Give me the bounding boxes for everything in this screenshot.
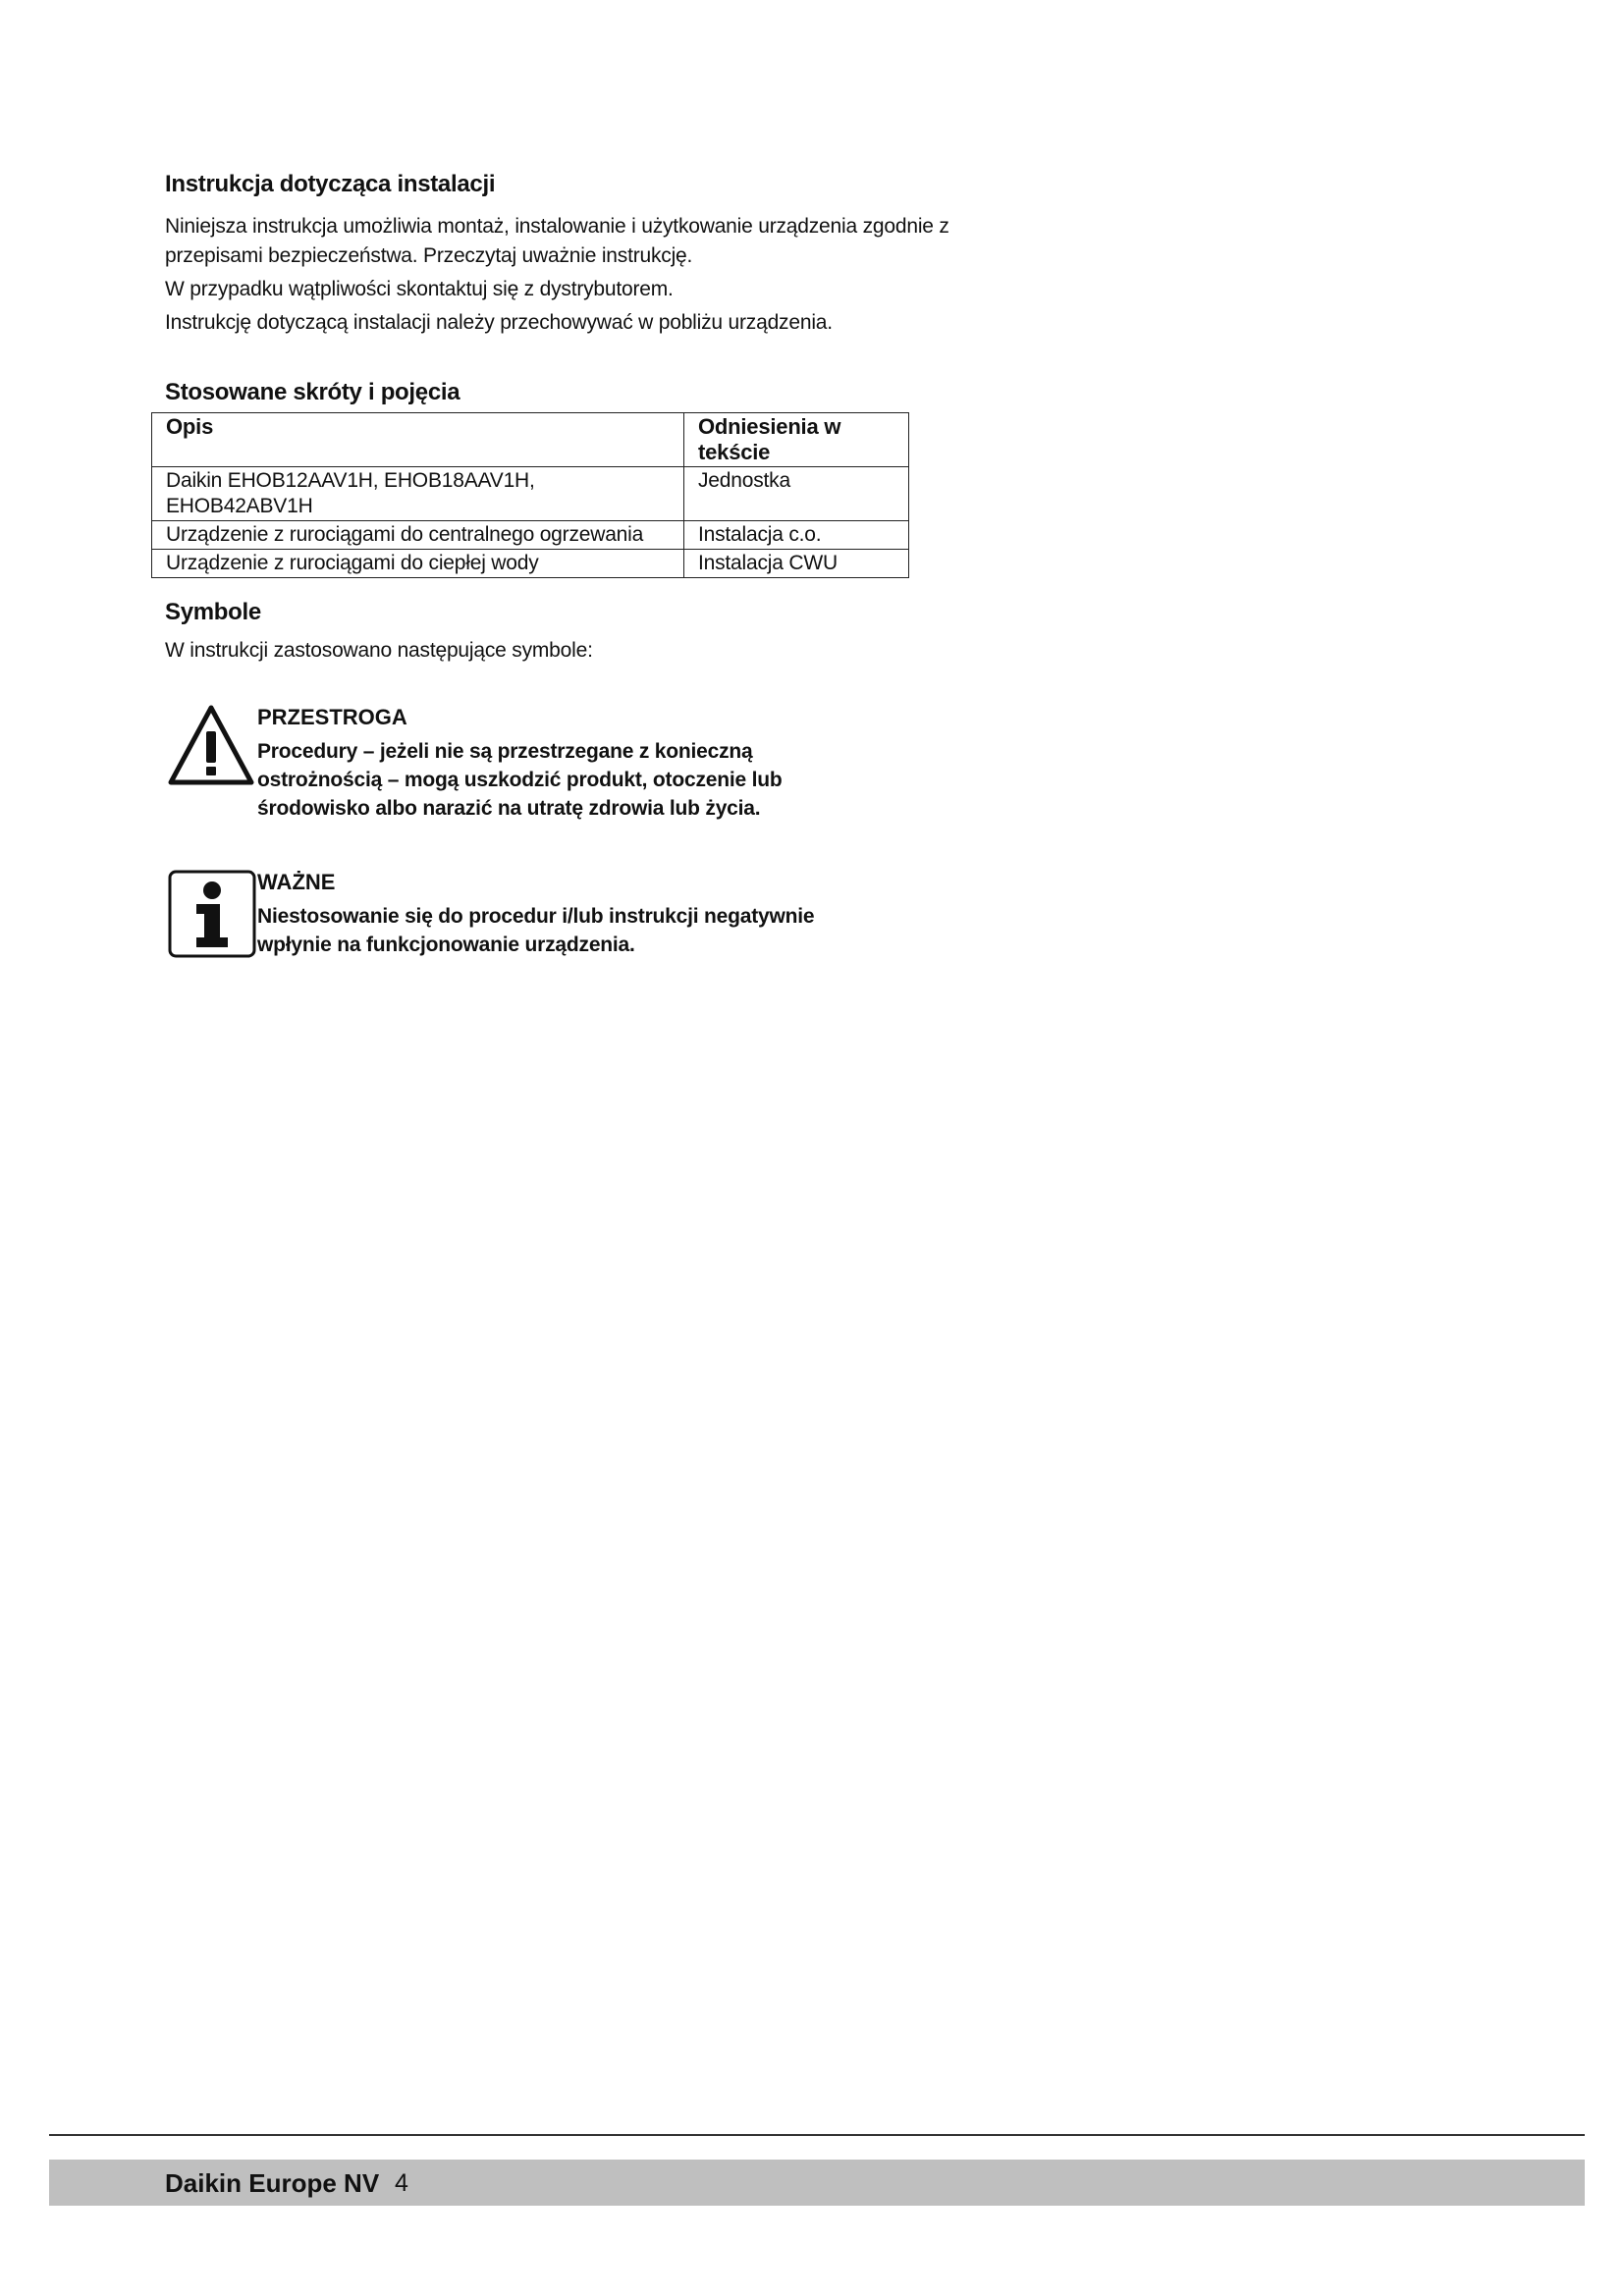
caution-title: PRZESTROGA [257,705,407,729]
intro-paragraph: Niniejsza instrukcja umożliwia montaż, instalowanie i użytkowanie urządzenia zgodnie z przepisami bezpieczeństwa. Przeczytaj uważnie instrukcję. [165,215,949,267]
footer-bar [49,2160,1585,2206]
table-cell: Urządzenie z rurociągami do ciepłej wody [152,550,684,578]
important-body: Niestosowanie się do procedur i/lub instrukcji negatywnie wpłynie na funkcjonowanie urządzenia. [257,905,815,956]
table-row [152,521,909,550]
table-cell: Instalacja CWU [684,550,909,578]
symbols-title: Symbole [165,599,261,625]
symbols-intro: W instrukcji zastosowano następujące symbole: [165,639,593,662]
important-title: WAŻNE [257,870,336,894]
symbols-section [165,599,1009,666]
page-number: 4 [395,2169,408,2197]
table-cell: Jednostka [684,467,909,521]
column-header-reference: Odniesienia w tekście [684,413,909,467]
caution-body: Procedury – jeżeli nie są przestrzegane z konieczną ostrożnością – mogą uszkodzić produkt, otoczenie lub środowisko albo narazić na utratę zdrowia lub życia. [257,740,783,820]
warning-triangle-icon [167,704,255,793]
table-header-row [152,413,909,467]
abbreviations-section [151,379,917,578]
table-cell: Instalacja c.o. [684,521,909,550]
intro-paragraph: Instrukcję dotyczącą instalacji należy przechowywać w pobliżu urządzenia. [165,311,833,334]
intro-title: Instrukcja dotycząca instalacji [165,171,496,197]
info-icon [167,869,257,964]
column-header-description: Opis [152,413,684,467]
caution-notice [167,704,854,831]
table-row [152,467,909,521]
caution-text-block [257,704,866,823]
footer-company-name: Daikin Europe NV [165,2168,380,2198]
table-row [152,550,909,578]
important-text-block [257,869,866,959]
footer-divider [49,2134,1585,2136]
intro-section [165,171,1009,342]
intro-paragraph: W przypadku wątpliwości skontaktuj się z dystrybutorem. [165,278,674,300]
table-cell: Urządzenie z rurociągami do centralnego ogrzewania [152,521,684,550]
abbreviations-title: Stosowane skróty i pojęcia [165,379,460,405]
abbreviations-table [151,412,909,578]
important-notice [167,869,854,977]
table-cell: Daikin EHOB12AAV1H, EHOB18AAV1H, EHOB42ABV1H [152,467,684,521]
